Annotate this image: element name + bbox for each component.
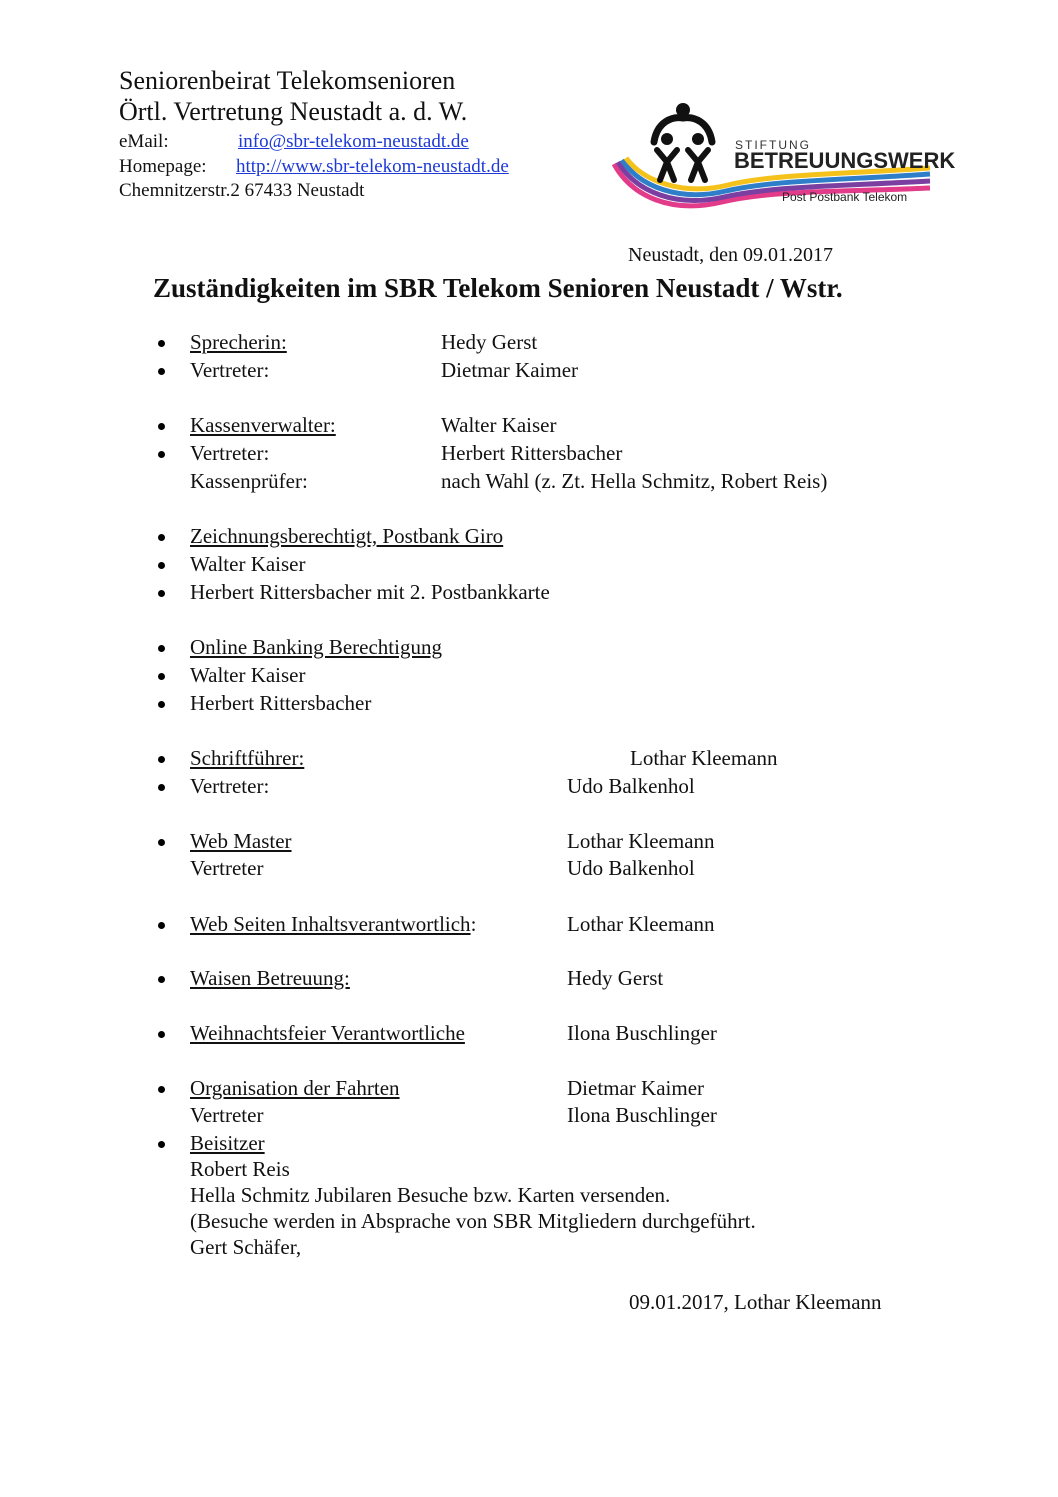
role-value-vertreter: Dietmar Kaimer	[441, 358, 579, 382]
logo-subtitle: Post Postbank Telekom	[782, 190, 908, 204]
list-item: Walter Kaiser	[190, 663, 306, 687]
role-label-text: Web Seiten Inhaltsverantwortlich	[190, 912, 471, 936]
role-value-vertreter: Herbert Rittersbacher	[441, 441, 623, 465]
bullet	[158, 1086, 165, 1093]
role-label-vertreter: Vertreter:	[190, 441, 270, 465]
role-value-vertreter: Udo Balkenhol	[567, 856, 695, 880]
section-heading-beisitzer: Beisitzer	[190, 1131, 265, 1155]
role-label-kassenpruefer: Kassenprüfer:	[190, 469, 308, 493]
logo-stiftung: STIFTUNG	[735, 138, 811, 152]
role-label-web-inhalt	[190, 911, 476, 937]
homepage-label: Homepage:	[119, 156, 207, 177]
bullet	[158, 976, 165, 983]
role-label-schriftfuehrer: Schriftführer:	[190, 746, 305, 770]
email-link[interactable]: info@sbr-telekom-neustadt.de	[238, 131, 469, 152]
role-value-sprecherin: Hedy Gerst	[441, 330, 538, 354]
bullet	[158, 423, 165, 430]
role-value-webmaster: Lothar Kleemann	[567, 829, 715, 853]
bullet	[158, 784, 165, 791]
role-label-waisen: Waisen Betreuung:	[190, 966, 350, 990]
bullet	[158, 562, 165, 569]
bullet	[158, 534, 165, 541]
section-heading-zeichnung: Zeichnungsberechtigt, Postbank Giro	[190, 524, 504, 548]
bullet	[158, 839, 165, 846]
stiftung-logo	[612, 102, 956, 220]
address: Chemnitzerstr.2 67433 Neustadt	[119, 180, 365, 201]
bullet	[158, 673, 165, 680]
bullet	[158, 701, 165, 708]
bullet	[158, 645, 165, 652]
role-value-vertreter: Ilona Buschlinger	[567, 1103, 717, 1127]
role-label-weihnachtsfeier: Weihnachtsfeier Verantwortliche	[190, 1021, 465, 1045]
role-label-vertreter: Vertreter	[190, 856, 264, 880]
homepage-link[interactable]: http://www.sbr-telekom-neustadt.de	[236, 156, 509, 177]
role-value-schriftfuehrer: Lothar Kleemann	[630, 746, 778, 770]
role-value-fahrten: Dietmar Kaimer	[567, 1076, 705, 1100]
bullet	[158, 590, 165, 597]
section-heading-online-banking: Online Banking Berechtigung	[190, 635, 442, 659]
bullet	[158, 1141, 165, 1148]
role-value-web-inhalt: Lothar Kleemann	[567, 912, 715, 936]
bullet	[158, 922, 165, 929]
role-label-webmaster: Web Master	[190, 829, 292, 853]
org-name: Seniorenbeirat Telekomsenioren	[119, 66, 456, 95]
role-value-kassenpruefer: nach Wahl (z. Zt. Hella Schmitz, Robert Reis)	[441, 469, 828, 493]
list-item: Hella Schmitz Jubilaren Besuche bzw. Karten versenden.	[190, 1183, 671, 1207]
document-title: Zuständigkeiten im SBR Telekom Senioren Neustadt / Wstr.	[153, 273, 843, 303]
role-label-vertreter: Vertreter	[190, 1103, 264, 1127]
role-label-sprecherin: Sprecherin:	[190, 330, 287, 354]
role-label-vertreter: Vertreter:	[190, 358, 270, 382]
list-item: Gert Schäfer,	[190, 1235, 302, 1259]
role-label-fahrten: Organisation der Fahrten	[190, 1076, 400, 1100]
list-item: Herbert Rittersbacher mit 2. Postbankkarte	[190, 580, 550, 604]
role-label-colon: :	[470, 912, 477, 936]
email-label: eMail:	[119, 131, 169, 152]
role-label-vertreter: Vertreter:	[190, 774, 270, 798]
org-branch: Örtl. Vertretung Neustadt a. d. W.	[119, 97, 468, 126]
role-label-kassenverwalter: Kassenverwalter:	[190, 413, 336, 437]
bullet	[158, 451, 165, 458]
signature-line: 09.01.2017, Lothar Kleemann	[629, 1290, 882, 1314]
bullet	[158, 756, 165, 763]
bullet	[158, 340, 165, 347]
date-line: Neustadt, den 09.01.2017	[628, 244, 833, 266]
bullet	[158, 368, 165, 375]
bullet	[158, 1031, 165, 1038]
list-item: Herbert Rittersbacher	[190, 691, 372, 715]
role-value-kassenverwalter: Walter Kaiser	[441, 413, 557, 437]
list-item: Robert Reis	[190, 1157, 290, 1181]
list-item: Walter Kaiser	[190, 552, 306, 576]
role-value-vertreter: Udo Balkenhol	[567, 774, 695, 798]
role-value-weihnachtsfeier: Ilona Buschlinger	[567, 1021, 717, 1045]
list-item: (Besuche werden in Absprache von SBR Mitgliedern durchgeführt.	[190, 1209, 756, 1233]
role-value-waisen: Hedy Gerst	[567, 966, 664, 990]
logo-betreuungswerk: BETREUUNGSWERK	[734, 148, 956, 173]
